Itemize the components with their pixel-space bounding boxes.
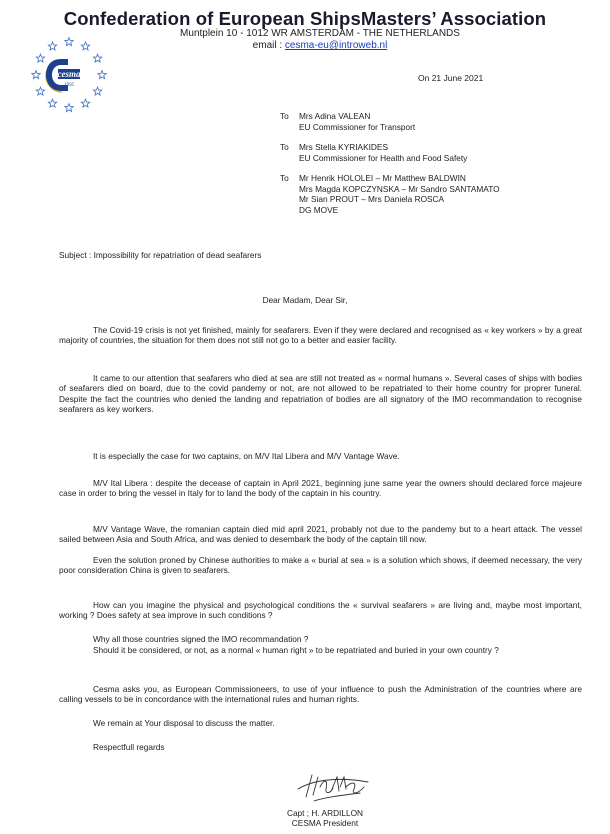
recipient-line: Mrs Magda KOPCZYNSKA – Mr Sandro SANTAMATO: [299, 183, 500, 194]
logo-text: cesma: [57, 69, 81, 79]
body-paragraph: We remain at Your disposal to discuss the matter.: [93, 718, 275, 728]
logo-star-icon: [32, 71, 40, 79]
to-label: To: [280, 142, 289, 152]
letter-date: On 21 June 2021: [418, 73, 484, 83]
logo-star-icon: [48, 99, 56, 107]
body-paragraph: It came to our attention that seafarers who died at sea are still not treated as « normal humans ». Several cases of ships with bodies of seafarers died on board, due to the covid pandemy or not, are not allowed to be repatriated to their home country for proprer funeral. Despite the fact the countries who denied the landing and repatriation of bodies are all signatory of the IMO recommandation to recognise seafarers as key workers.: [59, 373, 582, 415]
to-label: To: [280, 111, 289, 121]
body-paragraph: Cesma asks you, as European Commissioneers, to use of your influence to push the Administration of the countries where are calling vessels to be in concordance with the international rules and human rights.: [59, 684, 582, 705]
subject-line: Subject : Impossibility for repatriation of dead seafarers: [59, 250, 262, 260]
recipient-line: Mrs Stella KYRIAKIDES: [299, 142, 388, 152]
email-link[interactable]: cesma-eu@introweb.nl: [284, 40, 388, 51]
body-paragraph: Even the solution proned by Chinese authorities to make a « burial at sea » is a solution which shows, if deemed necessary, the very poor consideration China is given to seafarers.: [59, 555, 582, 576]
organization-name: Confederation of European ShipsMasters’ Association: [63, 8, 547, 29]
logo-star-icon: [65, 38, 73, 46]
recipient-line: EU Commissioner for Health and Food Safety: [299, 152, 468, 163]
body-paragraph: Should it be considered, or not, as a normal « human right » to be repatriated and buried in your own country ?: [93, 645, 499, 655]
cesma-logo: [28, 34, 110, 116]
recipient-line: Mr Sian PROUT – Mrs Daniela ROSCA: [299, 194, 445, 205]
recipient-line: Mr Henrik HOLOLEI – Mr Matthew BALDWIN: [299, 173, 466, 183]
body-paragraph: How can you imagine the physical and psychological conditions the « survival seafarers » are living and, maybe most important, working ? Does safety at sea improve in such conditions ?: [59, 600, 582, 621]
logo-star-icon: [36, 87, 44, 95]
logo-star-icon: [65, 104, 73, 112]
logo-year: 1995: [64, 83, 74, 88]
recipient-line: Mrs Adina VALEAN: [299, 111, 371, 121]
body-paragraph: The Covid-19 crisis is not yet finished, mainly for seafarers. Even if they were declared and recognised as « key workers » by a great majority of countries, the situation for them does not still not go to a better and easier facility.: [59, 325, 582, 346]
to-label: To: [280, 173, 289, 183]
signatory-name: Capt ; H. ARDILLON: [286, 808, 364, 818]
signatory-title: CESMA President: [291, 818, 359, 828]
body-paragraph: Why all those countries signed the IMO recommandation ?: [93, 634, 309, 644]
salutation: Dear Madam, Dear Sir,: [262, 295, 348, 305]
recipient-line: DG MOVE: [299, 204, 339, 215]
email-prefix: email :: [252, 40, 285, 51]
recipient-line: EU Commissioner for Transport: [299, 121, 416, 132]
body-paragraph: M/V Ital Libera : despite the decease of captain in April 2021, beginning june same year the owners should declared force majeure case in order to bring the vessel in Italy for to land the body of the captain in his country.: [59, 478, 582, 499]
logo-star-icon: [81, 99, 89, 107]
logo-star-icon: [81, 42, 89, 50]
body-paragraph: It is especially the case for two captains, on M/V Ital Libera and M/V Vantage Wave.: [93, 451, 400, 461]
logo-star-icon: [93, 54, 101, 62]
body-paragraph: M/V Vantage Wave, the romanian captain died mid april 2021, probably not due to the pandemy but to a heart attack. The vessel sailed between Asia and South Africa, and was denied to desembark the body of the captain till now.: [59, 524, 582, 545]
logo-star-icon: [36, 54, 44, 62]
handwritten-signature: [294, 767, 376, 807]
logo-star-icon: [98, 71, 106, 79]
logo-star-icon: [48, 42, 56, 50]
closing-regards: Respectfull regards: [93, 742, 165, 752]
organization-address: Muntplein 10 - 1012 WR AMSTERDAM - THE NETHERLANDS: [180, 28, 460, 39]
logo-star-icon: [93, 87, 101, 95]
